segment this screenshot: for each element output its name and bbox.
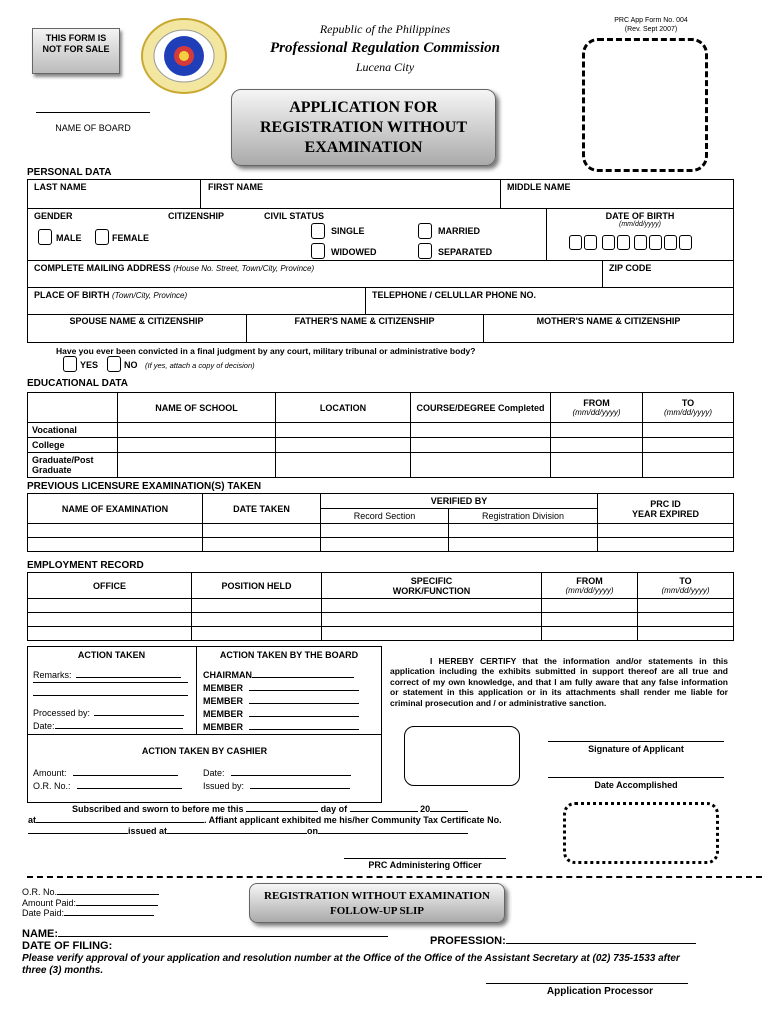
signature-label: Signature of Applicant	[588, 744, 684, 754]
edu-col-location: LOCATION	[276, 393, 411, 423]
cashier-date-field[interactable]: Date:	[203, 768, 351, 778]
table-row[interactable]	[28, 599, 734, 613]
lic-col-prcid: PRC ID YEAR EXPIRED	[598, 494, 734, 524]
education-heading: EDUCATIONAL DATA	[27, 378, 128, 389]
table-row[interactable]	[28, 627, 734, 641]
last-name-label: LAST NAME	[34, 182, 87, 192]
widowed-label: WIDOWED	[331, 247, 377, 257]
employment-table	[27, 572, 734, 641]
dob-format: (mm/dd/yyyy)	[619, 221, 661, 228]
city-line: Lucena City	[355, 60, 415, 74]
member-field[interactable]: MEMBER	[203, 696, 359, 706]
table-row[interactable]	[28, 438, 734, 453]
edu-row-label: College	[28, 438, 118, 453]
separated-label: SEPARATED	[438, 247, 493, 257]
slip-date-field[interactable]: Date Paid:	[22, 908, 154, 918]
male-label: MALE	[56, 233, 82, 243]
gender-label: GENDER	[34, 211, 73, 221]
issued-by-field[interactable]: Issued by:	[203, 781, 350, 791]
licensure-table	[27, 493, 734, 552]
employment-heading: EMPLOYMENT RECORD	[27, 560, 144, 571]
remarks-line[interactable]	[33, 682, 188, 683]
action-taken-heading: ACTION TAKEN	[77, 650, 146, 660]
title-line-1: APPLICATION FOR	[289, 99, 438, 116]
lic-col-verified: VERIFIED BY	[321, 494, 598, 509]
father-label: FATHER'S NAME & CITIZENSHIP	[294, 316, 435, 326]
mother-label: MOTHER'S NAME & CITIZENSHIP	[536, 316, 681, 326]
separated-checkbox[interactable]	[418, 243, 432, 259]
dry-seal-box	[563, 802, 719, 864]
chairman-field[interactable]: CHAIRMAN	[203, 670, 354, 680]
married-label: MARRIED	[438, 226, 480, 236]
female-checkbox[interactable]	[95, 229, 109, 245]
no-hint: (If yes, attach a copy of decision)	[145, 361, 255, 370]
thumbmark-box	[404, 726, 520, 786]
cut-line	[27, 876, 762, 878]
form-title	[231, 89, 496, 166]
emp-col-office: OFFICE	[28, 573, 192, 599]
licensure-heading: PREVIOUS LICENSURE EXAMINATION(S) TAKEN	[27, 481, 262, 492]
amount-field[interactable]: Amount:	[33, 768, 178, 778]
remarks-field[interactable]: Remarks:	[33, 670, 191, 680]
certify-statement: I HEREBY CERTIFY that the information and/or statements in this application including the exhibits submitted in support thereof are all true and correct of my own knowledge, and that I am fully aware that any false information or statement in this application or in its attachments shall render me liable for criminal prosecution and / or administrative sanction.	[390, 656, 728, 708]
slip-or-field[interactable]: O.R. No.	[22, 887, 159, 897]
edu-col-from: FROM (mm/dd/yyyy)	[551, 393, 643, 423]
yes-checkbox[interactable]	[63, 356, 77, 372]
dob-label: DATE OF BIRTH	[605, 211, 675, 221]
member-field[interactable]: MEMBER	[203, 709, 359, 719]
edu-row-label: Vocational	[28, 423, 118, 438]
lic-col-date: DATE TAKEN	[203, 494, 321, 524]
lic-col-record: Record Section	[321, 509, 449, 524]
oath-line-1: Subscribed and sworn to before me this day of 20	[72, 804, 468, 814]
member-field[interactable]: MEMBER	[203, 683, 359, 693]
board-line[interactable]	[36, 112, 150, 113]
officer-line[interactable]	[344, 858, 506, 859]
slip-profession-field[interactable]: PROFESSION:	[430, 935, 696, 947]
processor-label: Application Processor	[546, 986, 654, 997]
prc-seal	[140, 18, 228, 94]
slip-title-line-1: REGISTRATION WITHOUT EXAMINATION	[264, 890, 490, 902]
slip-title	[249, 883, 505, 923]
first-name-label: FIRST NAME	[208, 182, 263, 192]
edu-col-to: TO (mm/dd/yyyy)	[643, 393, 734, 423]
slip-title-line-2: FOLLOW-UP SLIP	[329, 905, 425, 917]
lic-col-name: NAME OF EXAMINATION	[28, 494, 203, 524]
yes-label: YES	[80, 360, 99, 370]
married-checkbox[interactable]	[418, 223, 432, 239]
not-for-sale-badge: THIS FORM IS NOT FOR SALE	[32, 28, 120, 74]
edu-row-label: Graduate/Post Graduate	[28, 453, 118, 478]
table-row[interactable]	[28, 538, 734, 552]
processor-line[interactable]	[486, 983, 688, 984]
middle-name-label: MIDDLE NAME	[507, 182, 571, 192]
spouse-label: SPOUSE NAME & CITIZENSHIP	[69, 316, 204, 326]
table-row[interactable]	[28, 613, 734, 627]
oath-line-3: issued at on	[28, 826, 468, 836]
slip-amount-field[interactable]: Amount Paid:	[22, 898, 158, 908]
signature-line[interactable]	[548, 741, 724, 742]
slip-filing-label: DATE OF FILING:	[22, 940, 113, 952]
address-label: COMPLETE MAILING ADDRESS (House No. Street, Town/City, Province)	[34, 263, 315, 273]
single-checkbox[interactable]	[311, 223, 325, 239]
form-revision: (Rev. Sept 2007)	[624, 26, 678, 33]
zip-label: ZIP CODE	[609, 263, 652, 273]
single-label: SINGLE	[331, 226, 365, 236]
citizenship-label: CITIZENSHIP	[168, 211, 225, 221]
republic-line: Republic of the Philippines	[319, 22, 451, 36]
phone-label: TELEPHONE / CELULLAR PHONE NO.	[372, 290, 537, 300]
cashier-heading: ACTION TAKEN BY CASHIER	[141, 746, 268, 756]
action-date-field[interactable]: Date:	[33, 721, 183, 731]
emp-col-from: FROM (mm/dd/yyyy)	[542, 573, 638, 599]
table-row[interactable]	[28, 524, 734, 538]
or-no-field[interactable]: O.R. No.:	[33, 781, 182, 791]
officer-label: PRC Administering Officer	[368, 860, 482, 870]
dob-input-boxes[interactable]	[569, 235, 694, 252]
title-line-3: EXAMINATION	[304, 139, 423, 156]
emp-col-position: POSITION HELD	[192, 573, 322, 599]
slip-name-field[interactable]: NAME:	[22, 928, 388, 940]
emp-col-to: TO (mm/dd/yyyy)	[638, 573, 734, 599]
table-row[interactable]	[28, 453, 734, 478]
photo-box	[582, 38, 708, 172]
member-field[interactable]: MEMBER	[203, 722, 359, 732]
emp-col-specific: SPECIFIC WORK/FUNCTION	[322, 573, 542, 599]
pob-label: PLACE OF BIRTH (Town/City, Province)	[34, 290, 188, 300]
title-line-2: REGISTRATION WITHOUT	[259, 119, 467, 136]
form-number: PRC App Form No. 004	[614, 17, 688, 24]
personal-data-heading: PERSONAL DATA	[27, 167, 112, 178]
female-label: FEMALE	[112, 233, 149, 243]
edu-col-school: NAME OF SCHOOL	[118, 393, 276, 423]
widowed-checkbox[interactable]	[311, 243, 325, 259]
oath-line-2: at . Affiant applicant exhibited me his/her Community Tax Certificate No.	[28, 815, 502, 825]
education-table	[27, 392, 734, 478]
commission-line: Professional Regulation Commission	[269, 40, 501, 56]
processed-by-field[interactable]: Processed by:	[33, 708, 184, 718]
convicted-question: Have you ever been convicted in a final judgment by any court, military tribunal or administrative body?	[56, 346, 476, 356]
no-label: NO	[124, 360, 138, 370]
edu-col-course: COURSE/DEGREE Completed	[411, 393, 551, 423]
date-accomplished-line[interactable]	[548, 777, 724, 778]
remarks-line[interactable]	[33, 695, 188, 696]
board-action-heading: ACTION TAKEN BY THE BOARD	[219, 650, 359, 660]
male-checkbox[interactable]	[38, 229, 52, 245]
slip-note: Please verify approval of your application and resolution number at the Office of the Office of the Assistant Secretary at (02) 735-1533 after three (3) months.	[22, 953, 680, 976]
name-of-board-label: NAME OF BOARD	[55, 123, 131, 133]
table-row[interactable]	[28, 423, 734, 438]
civil-status-label: CIVIL STATUS	[264, 211, 325, 221]
no-checkbox[interactable]	[107, 356, 121, 372]
date-accomplished-label: Date Accomplished	[594, 780, 678, 790]
lic-col-registration: Registration Division	[449, 509, 598, 524]
